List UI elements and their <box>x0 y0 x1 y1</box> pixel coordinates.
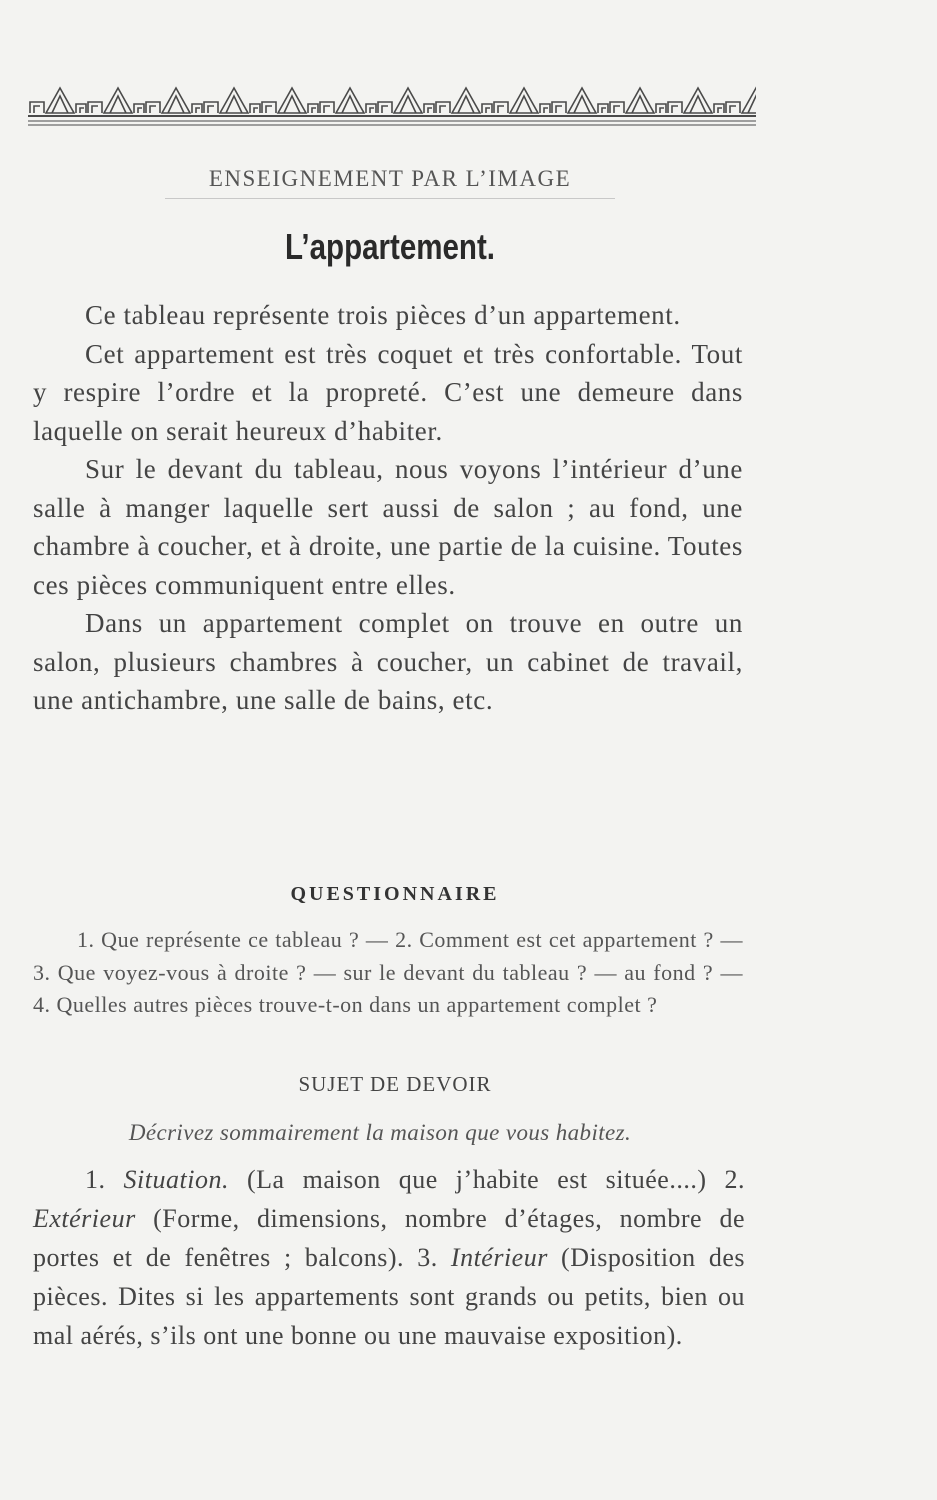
questionnaire-text: 1. Que représente ce tableau ? — 2. Comment est cet appartement ? — 3. Que voyez-vous à droite ? — sur le devant du tableau ? — au fond ? — 4. Quelles autres pièces trouve-t-on dans un appartement complet ? <box>33 927 743 1017</box>
body-text <box>33 296 743 720</box>
item-label: Intérieur <box>450 1243 548 1272</box>
decorative-border-ornament <box>28 82 756 130</box>
devoir-text <box>33 1160 745 1355</box>
item-text: (La maison que j’habite est située....) <box>228 1165 725 1194</box>
paragraph: Ce tableau représente trois pièces d’un appartement. <box>85 300 681 330</box>
item-number: 3. <box>417 1243 438 1272</box>
running-head: ENSEIGNEMENT PAR L’IMAGE <box>165 166 615 199</box>
item-number: 1. <box>85 1165 106 1194</box>
paragraph: Sur le devant du tableau, nous voyons l’intérieur d’une salle à manger laquelle sert aussi de salon ; au fond, une chambre à coucher, et à droite, une partie de la cuisine. Toutes ces pièces communiquent entre elles. <box>33 454 743 600</box>
item-text: (Forme, dimensions, nombre d’étages, nombre de portes et de fenêtres ; balcons). <box>33 1204 745 1272</box>
item-label: Extérieur <box>33 1204 136 1233</box>
paragraph: Cet appartement est très coquet et très confortable. Tout y respire l’ordre et la propreté. C’est une demeure dans laquelle on serait heureux d’habiter. <box>33 338 743 446</box>
item-label: Situation. <box>123 1165 229 1194</box>
page-title: L’appartement. <box>285 226 495 267</box>
questionnaire-heading: QUESTIONNAIRE <box>290 883 500 905</box>
item-text: (Disposition des pièces. Dites si les appartements sont grands ou petits, bien ou mal aérés, s’ils ont une bonne ou une mauvaise exposition). <box>33 1243 745 1350</box>
paragraph: Dans un appartement complet on trouve en outre un salon, plusieurs chambres à coucher, un cabinet de travail, une antichambre, une salle de bains, etc. <box>33 608 743 715</box>
devoir-title: Décrivez sommairement la maison que vous habitez. <box>128 1120 632 1145</box>
item-number: 2. <box>724 1165 746 1194</box>
sujet-heading: SUJET DE DEVOIR <box>298 1072 492 1096</box>
